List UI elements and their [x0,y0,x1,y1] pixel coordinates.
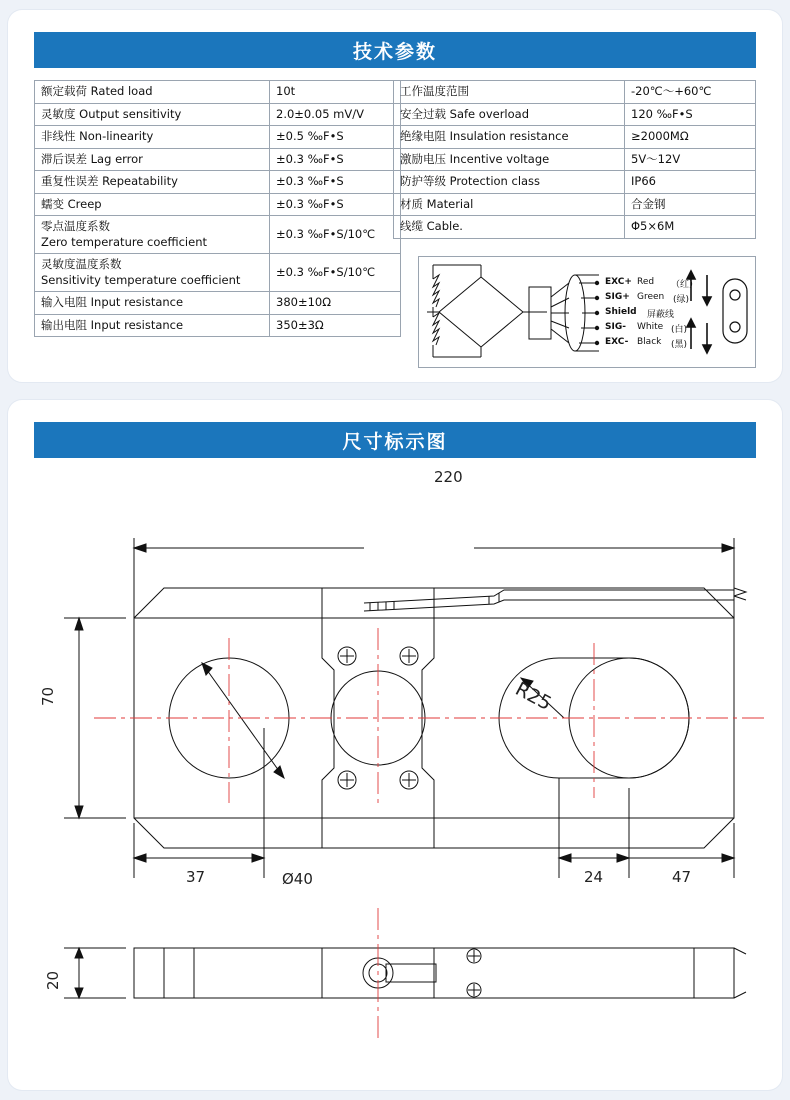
dim-label-47: 47 [672,868,692,886]
specs-tables [34,80,756,370]
wiring-diagram [418,256,756,368]
table-row [394,126,756,149]
spec-key: 激励电压 Incentive voltage [394,148,625,171]
wire-label-exc-plus: EXC+ [605,277,632,287]
spec-key: 重复性误差 Repeatability [35,171,270,194]
dimension-drawing-card [8,400,782,1090]
dim-label-radius: R25 [511,678,556,715]
dim-label-hole-diameter: Ø40 [282,870,313,888]
spec-key-line1: 灵敏度温度系数 [41,257,122,272]
spec-value: ±0.3 ‰F•S [270,148,401,171]
spec-value: -20℃～+60℃ [625,81,756,104]
technical-parameters-card [8,10,782,382]
wire-label-sig-plus-color-cn: (绿) [673,295,690,305]
table-row [35,314,401,337]
wire-label-shield-cn: 屏蔽线 [647,310,675,320]
spec-value: Φ5×6M [625,216,756,239]
table-row [394,216,756,239]
table-row [35,193,401,216]
dim-label-height: 20 [44,970,62,990]
spec-key [35,216,270,254]
spec-key: 输入电阻 Input resistance [35,292,270,315]
spec-value: IP66 [625,171,756,194]
spec-key: 输出电阻 Input resistance [35,314,270,337]
wire-label-exc-plus-color-cn: （红） [671,280,699,290]
table-row [394,103,756,126]
spec-key: 材质 Material [394,193,625,216]
technical-parameters-title: 技术参数 [352,40,437,63]
table-row [35,171,401,194]
spec-key: 线缆 Cable. [394,216,625,239]
spec-key: 绝缘电阻 Insulation resistance [394,126,625,149]
table-row [35,216,401,254]
table-row [35,81,401,104]
table-row [394,193,756,216]
spec-key: 蠕变 Creep [35,193,270,216]
wire-label-sig-minus: SIG- [605,322,626,332]
spec-value: ±0.3 ‰F•S [270,171,401,194]
table-row [35,148,401,171]
spec-value: 合金钢 [625,193,756,216]
spec-value: ≥2000MΩ [625,126,756,149]
technical-parameters-banner [34,32,756,68]
spec-value: 5V～12V [625,148,756,171]
specs-table-right [393,80,756,239]
spec-key-line1: 零点温度系数 [41,219,110,234]
spec-key: 工作温度范围 [394,81,625,104]
table-row [394,81,756,104]
table-row [35,103,401,126]
spec-value: 120 ‰F•S [625,103,756,126]
dimension-banner [34,422,756,458]
wiring-diagram-graphic [419,257,755,367]
spec-key: 额定载荷 Rated load [35,81,270,104]
table-row [35,292,401,315]
specs-table-left [34,80,401,337]
table-row [394,148,756,171]
wire-label-exc-minus-color-cn: (黑) [671,340,688,350]
wire-label-exc-minus: EXC- [605,337,629,347]
spec-key-line2: Sensitivity temperature coefficient [41,272,241,287]
spec-key: 非线性 Non-linearity [35,126,270,149]
wire-label-sig-plus: SIG+ [605,292,630,302]
table-row [394,171,756,194]
spec-key: 灵敏度 Output sensitivity [35,103,270,126]
dimension-drawing [34,468,772,1078]
spec-value: 10t [270,81,401,104]
dim-label-24: 24 [584,868,604,886]
wire-label-sig-minus-color-cn: (白) [671,325,688,335]
spec-key-line2: Zero temperature coefficient [41,234,208,249]
wire-label-shield: Shield [605,307,637,317]
spec-key: 安全过载 Safe overload [394,103,625,126]
spec-value: ±0.5 ‰F•S [270,126,401,149]
dimension-title: 尺寸标示图 [342,430,448,453]
wire-label-sig-minus-color: White [637,322,664,332]
dim-label-width: 70 [39,686,57,706]
spec-value: ±0.3 ‰F•S/10℃ [270,254,401,292]
spec-key: 防护等级 Protection class [394,171,625,194]
table-row [35,126,401,149]
dim-label-hole-offset: 37 [186,868,206,886]
table-row [35,254,401,292]
spec-value: ±0.3 ‰F•S [270,193,401,216]
dimension-drawing-graphic [34,478,772,1078]
wire-label-exc-plus-color: Red [637,277,655,287]
spec-value: ±0.3 ‰F•S/10℃ [270,216,401,254]
spec-key: 滞后误差 Lag error [35,148,270,171]
dim-label-total-length: 220 [434,468,463,486]
spec-key [35,254,270,292]
spec-value: 350±3Ω [270,314,401,337]
spec-value: 2.0±0.05 mV/V [270,103,401,126]
spec-value: 380±10Ω [270,292,401,315]
wire-label-exc-minus-color: Black [637,337,662,347]
wire-label-sig-plus-color: Green [637,292,665,302]
